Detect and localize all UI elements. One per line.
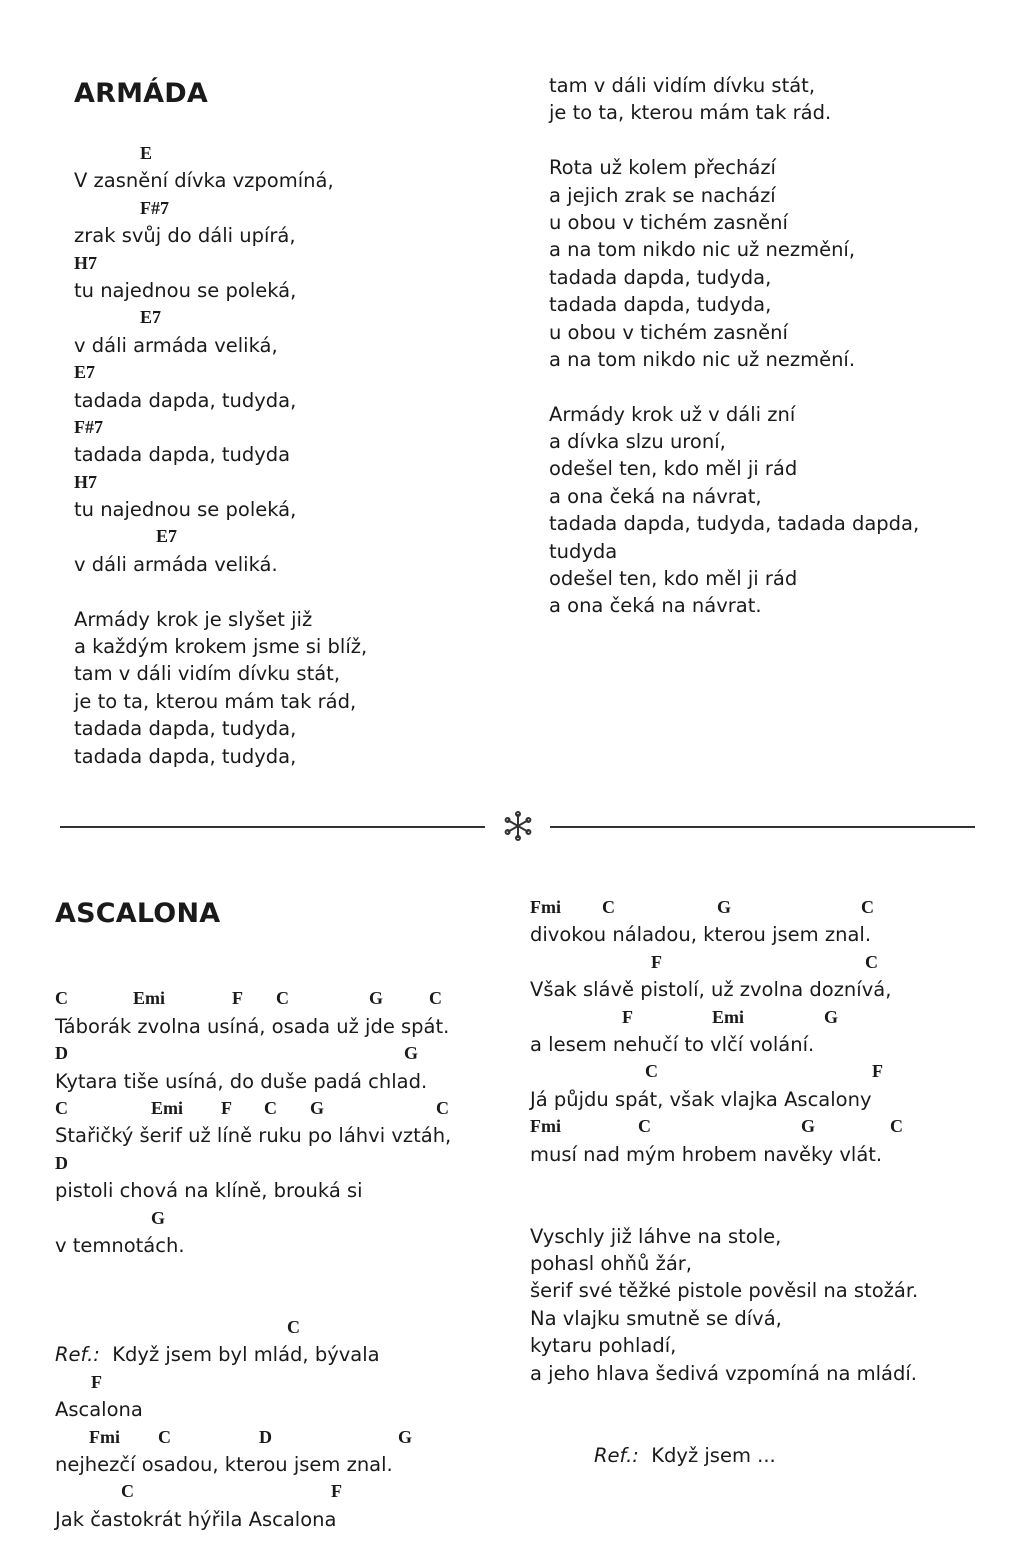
lyric-text: Kytara tiše usíná, do duše padá chlad.	[55, 1069, 428, 1093]
lyric-line	[549, 401, 1009, 428]
chord: E7	[140, 307, 162, 328]
lyric-line	[74, 222, 524, 249]
lyric-line	[55, 1396, 520, 1423]
lyric-line	[530, 1031, 1000, 1058]
lyric-line	[530, 921, 1000, 948]
lyric-text: v dáli armáda veliká,	[74, 333, 278, 357]
stanza-gap	[530, 1414, 1000, 1441]
chord: C	[865, 951, 878, 972]
chord-line	[74, 250, 524, 277]
lyric-text: a dívka slzu uroní,	[549, 430, 726, 454]
lyric-line	[549, 538, 1009, 565]
lyric-text: a ona čeká na návrat.	[549, 594, 762, 618]
stanza-gap	[549, 127, 1009, 154]
lyric-line	[549, 291, 1009, 318]
lyric-text: Když jsem ...	[651, 1443, 776, 1467]
refrain-label: Ref.:	[594, 1443, 639, 1467]
stanza-gap	[530, 1195, 1000, 1222]
chord: C	[276, 988, 289, 1009]
lyric-line	[74, 387, 524, 414]
chord-line	[55, 1205, 520, 1232]
lyric-text: odešel ten, kdo měl ji rád	[549, 567, 798, 591]
chord: G	[404, 1043, 419, 1064]
chord: E7	[156, 526, 178, 547]
chord-line	[55, 985, 520, 1012]
refrain-label: Ref.:	[55, 1343, 100, 1367]
divider-right	[550, 826, 975, 828]
ascalona-left-column	[55, 958, 520, 1533]
lyric-line	[549, 455, 1009, 482]
chord: F	[331, 1481, 342, 1502]
lyric-text: je to ta, kterou mám tak rád.	[549, 101, 832, 125]
lyric-line	[549, 182, 1009, 209]
chord: Emi	[712, 1006, 745, 1027]
lyric-line	[74, 688, 524, 715]
lyric-line	[549, 236, 1009, 263]
chord-line	[74, 469, 524, 496]
lyric-text: tam v dáli vidím dívku stát,	[74, 662, 341, 686]
chord: F	[91, 1371, 102, 1392]
chord: C	[287, 1317, 300, 1338]
chord: G	[717, 897, 732, 917]
lyric-text: u obou v tichém zasnění	[549, 320, 788, 344]
lyric-text: Táborák zvolna usíná, osada už jde spát.	[55, 1014, 450, 1038]
lyric-text: a každým krokem jsme si blíž,	[74, 635, 368, 659]
lyric-text: Když jsem byl mlád, bývala	[112, 1343, 380, 1367]
lyric-text: Na vlajku smutně se dívá,	[530, 1306, 782, 1330]
lyric-text: tadada dapda, tudyda,	[549, 293, 772, 317]
song-title-ascalona: ASCALONA	[55, 898, 221, 929]
lyric-text: tadada dapda, tudyda	[74, 443, 291, 467]
lyric-text: zrak svůj do dáli upírá,	[74, 224, 296, 248]
chord: C	[890, 1116, 903, 1137]
lyric-line	[549, 99, 1009, 126]
chord: C	[55, 988, 68, 1009]
lyric-text: Vyschly již láhve na stole,	[530, 1224, 782, 1248]
chord-line	[55, 1314, 520, 1341]
chord: G	[801, 1116, 816, 1137]
lyric-text: Však slávě pistolí, už zvolna doznívá,	[530, 978, 892, 1002]
lyric-line	[55, 1451, 520, 1478]
chord: Fmi	[530, 1116, 561, 1137]
divider-left	[60, 826, 485, 828]
chord-line	[530, 1004, 1000, 1031]
lyric-line	[74, 332, 524, 359]
chord: G	[151, 1207, 166, 1228]
chord: D	[55, 1043, 68, 1064]
lyric-line	[55, 1122, 520, 1149]
lyric-text: a ona čeká na návrat,	[549, 484, 762, 508]
lyric-line	[530, 976, 1000, 1003]
lyric-text: u obou v tichém zasnění	[549, 210, 788, 234]
chord-line	[74, 304, 524, 331]
lyric-text: kytaru pohladí,	[530, 1334, 677, 1358]
chord: Emi	[133, 988, 166, 1009]
lyric-line	[549, 592, 1009, 619]
lyric-text: odešel ten, kdo měl ji rád	[549, 457, 798, 481]
lyric-line	[549, 72, 1009, 99]
armada-right-column	[549, 72, 1009, 620]
lyric-line	[55, 1232, 520, 1259]
lyric-line	[549, 565, 1009, 592]
lyric-text: a lesem nehučí to vlčí volání.	[530, 1032, 815, 1056]
lyric-text: pohasl ohňů žár,	[530, 1252, 692, 1276]
lyric-text: tadada dapda, tudyda,	[74, 717, 297, 741]
lyric-line	[74, 715, 524, 742]
chord-line	[530, 1113, 1000, 1140]
lyric-line	[530, 1332, 1000, 1359]
lyric-text: Stařičký šerif už líně ruku po láhvi vztáh,	[55, 1124, 452, 1148]
chord-line	[55, 1478, 520, 1505]
lyric-text: a na tom nikdo nic už nezmění,	[549, 238, 856, 262]
chord: G	[824, 1006, 839, 1027]
chord: F	[872, 1061, 883, 1082]
lyric-text: Já půjdu spát, však vlajka Ascalony	[530, 1087, 872, 1111]
chord: Fmi	[530, 897, 561, 917]
lyric-text: Armády krok už v dáli zní	[549, 402, 796, 426]
lyric-line	[530, 1141, 1000, 1168]
lyric-line	[55, 1068, 520, 1095]
lyric-line	[74, 606, 524, 633]
chord-line	[74, 359, 524, 386]
lyric-text: tu najednou se poleká,	[74, 498, 297, 522]
lyric-line	[530, 1223, 1000, 1250]
lyric-text: tadada dapda, tudyda,	[549, 265, 772, 289]
chord: C	[602, 897, 615, 917]
lyric-line	[74, 551, 524, 578]
chord: F	[221, 1097, 232, 1118]
lyric-line	[549, 264, 1009, 291]
lyric-line	[549, 428, 1009, 455]
chord: Emi	[151, 1097, 184, 1118]
chord: F	[622, 1006, 633, 1027]
lyric-line	[74, 167, 524, 194]
stanza-gap	[530, 1168, 1000, 1195]
chord: G	[398, 1426, 413, 1447]
chord-line	[55, 1150, 520, 1177]
lyric-line	[74, 277, 524, 304]
chord-line	[55, 1424, 520, 1451]
lyric-text: Jak častokrát hýřila Ascalona	[55, 1507, 337, 1531]
chord: D	[55, 1152, 68, 1173]
chord-line	[55, 1095, 520, 1122]
chord: C	[264, 1097, 277, 1118]
chord: G	[310, 1097, 325, 1118]
chord: H7	[74, 471, 98, 492]
armada-left-column	[74, 140, 524, 770]
chord-line	[74, 523, 524, 550]
lyric-line	[74, 633, 524, 660]
chord-line	[530, 1058, 1000, 1085]
chord: C	[158, 1426, 171, 1447]
lyric-line	[55, 1177, 520, 1204]
lyric-line	[549, 510, 1009, 537]
chord: C	[429, 988, 442, 1009]
lyric-line	[549, 209, 1009, 236]
lyric-line	[74, 743, 524, 770]
lyric-text: Armády krok je slyšet již	[74, 607, 313, 631]
lyric-text: tadada dapda, tudyda,	[74, 744, 297, 768]
chord: E	[140, 143, 153, 163]
lyric-text: tu najednou se poleká,	[74, 278, 297, 302]
chord: F	[651, 951, 662, 972]
chord: D	[259, 1426, 272, 1447]
chord-line	[55, 1369, 520, 1396]
lyric-text: a na tom nikdo nic už nezmění.	[549, 347, 856, 371]
chord: C	[121, 1481, 134, 1502]
chord-line	[530, 894, 1000, 921]
lyric-text: nejhezčí osadou, kterou jsem znal.	[55, 1453, 393, 1477]
lyric-line	[530, 1360, 1000, 1387]
chord: H7	[74, 252, 98, 273]
chord: F#7	[140, 197, 169, 218]
chord: C	[55, 1097, 68, 1118]
stanza-gap	[530, 1387, 1000, 1414]
chord: F	[232, 988, 243, 1009]
lyric-text: divokou náladou, kterou jsem znal.	[530, 923, 872, 947]
lyric-text: Ascalona	[55, 1398, 143, 1422]
lyric-line	[549, 154, 1009, 181]
lyric-line	[530, 1442, 1000, 1469]
lyric-text: tam v dáli vidím dívku stát,	[549, 74, 816, 97]
lyric-text: tudyda	[549, 539, 618, 563]
lyric-line	[530, 1277, 1000, 1304]
chord-line	[530, 949, 1000, 976]
lyric-line	[530, 1086, 1000, 1113]
lyric-text: musí nad mým hrobem navěky vlát.	[530, 1142, 883, 1166]
lyric-text: pistoli chová na klíně, brouká si	[55, 1179, 363, 1203]
lyric-text: V zasnění dívka vzpomíná,	[74, 169, 334, 193]
lyric-line	[74, 496, 524, 523]
lyric-text: Rota už kolem přechází	[549, 156, 776, 180]
chord: E7	[74, 362, 96, 383]
separator-asterisk-icon	[500, 808, 536, 844]
lyric-text: je to ta, kterou mám tak rád,	[74, 689, 357, 713]
ascalona-right-column	[530, 894, 1000, 1469]
lyric-line	[549, 483, 1009, 510]
lyric-line	[55, 1506, 520, 1533]
chord-line	[74, 195, 524, 222]
chord: C	[436, 1097, 449, 1118]
lyric-text: šerif své těžké pistole pověsil na stožár.	[530, 1279, 919, 1303]
lyric-line	[549, 346, 1009, 373]
lyric-line	[530, 1305, 1000, 1332]
chord-line	[74, 414, 524, 441]
lyric-line	[74, 660, 524, 687]
chord: F#7	[74, 416, 103, 437]
chord-line	[55, 1040, 520, 1067]
stanza-gap	[549, 373, 1009, 400]
lyric-line	[55, 1013, 520, 1040]
chord: Fmi	[89, 1426, 120, 1447]
lyric-text: v temnotách.	[55, 1233, 185, 1257]
lyric-line	[549, 319, 1009, 346]
chord: C	[861, 897, 874, 917]
lyric-line	[530, 1250, 1000, 1277]
lyric-text: a jeho hlava šedivá vzpomíná na mládí.	[530, 1361, 917, 1385]
chord-line	[74, 140, 524, 167]
lyric-line	[74, 441, 524, 468]
stanza-gap	[55, 1259, 520, 1286]
chord: G	[369, 988, 384, 1009]
lyric-text: a jejich zrak se nachází	[549, 183, 776, 207]
stanza-gap	[55, 958, 520, 985]
stanza-gap	[74, 578, 524, 605]
lyric-text: tadada dapda, tudyda, tadada dapda,	[549, 512, 920, 536]
chord: C	[645, 1061, 658, 1082]
lyric-line	[55, 1341, 520, 1368]
lyric-text: tadada dapda, tudyda,	[74, 388, 297, 412]
song-title-armada: ARMÁDA	[74, 78, 208, 109]
lyric-text: v dáli armáda veliká.	[74, 552, 278, 576]
stanza-gap	[55, 1287, 520, 1314]
chord: C	[638, 1116, 651, 1137]
